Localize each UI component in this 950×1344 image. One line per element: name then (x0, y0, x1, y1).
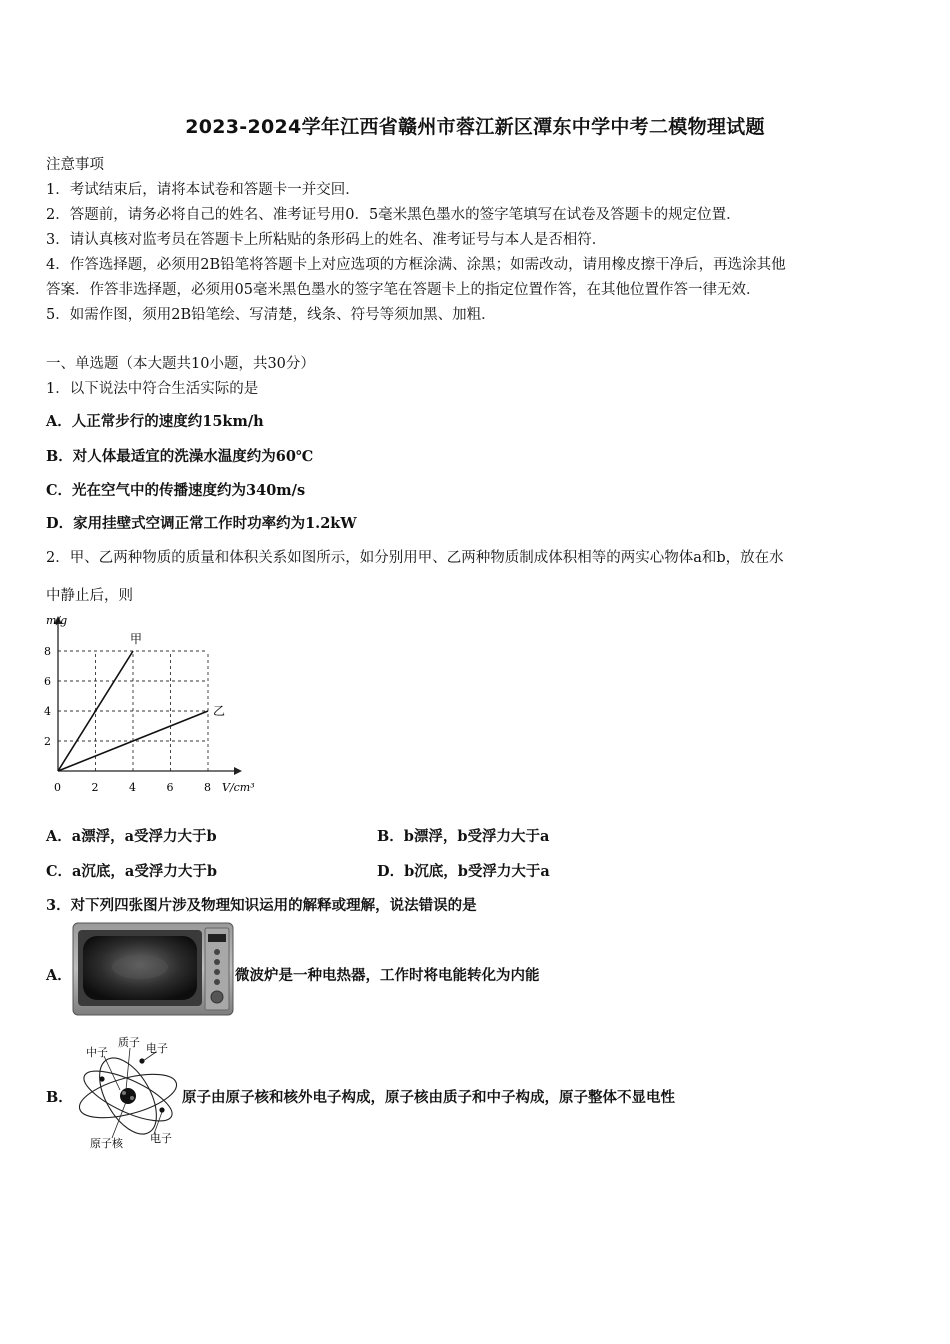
section-heading: 一、单选题（本大题共10小题，共30分） (46, 356, 315, 372)
mass-volume-chart (38, 610, 278, 800)
microwave-image (72, 922, 234, 1016)
electron-dot (99, 1076, 104, 1081)
electron-dot (139, 1058, 144, 1063)
chart-series (58, 632, 225, 771)
note-item: 2．答题前，请务必将自己的姓名、准考证号用0．5毫米黑色墨水的签字笔填写在试卷及答题卡的规定位置． (46, 207, 741, 223)
label-proton: 质子 (118, 1036, 140, 1049)
note-item: 1．考试结束后，请将本试卷和答题卡一并交回． (46, 182, 360, 198)
electron-dot (159, 1107, 164, 1112)
y-tick-label: 2 (44, 735, 51, 748)
x-tick-label: 6 (166, 781, 174, 794)
q1-option-d: D．家用挂壁式空调正常工作时功率约为1.2kW (46, 515, 357, 532)
label-electron-bottom: 电子 (150, 1132, 172, 1145)
x-tick-label: 2 (91, 781, 99, 794)
label-electron-top: 电子 (146, 1042, 168, 1055)
q1-option-a: A．人正常步行的速度约15km/h (46, 413, 264, 430)
q2-stem-line2: 中静止后，则 (46, 588, 133, 604)
series-label-1: 甲 (130, 632, 143, 646)
q2-stem-line1: 2．甲、乙两种物质的质量和体积关系如图所示，如分别用甲、乙两种物质制成体积相等的两实心物体a和b，放在水 (46, 550, 784, 566)
atom-diagram (72, 1034, 184, 1154)
series-label-2: 乙 (213, 704, 226, 718)
note-item: 4．作答选择题，必须用2B铅笔将答题卡上对应选项的方框涂满、涂黑；如需改动，请用橡皮擦干净后，再选涂其他 (46, 257, 786, 273)
nucleus (120, 1088, 136, 1104)
q2-option-d: D．b沉底，b受浮力大于a (377, 863, 550, 880)
q2-option-c: C．a沉底，a受浮力大于b (46, 863, 217, 880)
y-tick-label: 8 (44, 645, 51, 658)
exam-title: 2023-2024学年江西省赣州市蓉江新区潭东中学中考二模物理试题 (185, 116, 765, 138)
y-tick-label: 6 (44, 675, 51, 688)
note-item: 答案．作答非选择题，必须用05毫米黑色墨水的签字笔在答题卡上的指定位置作答，在其他位置作答一律无效． (46, 282, 761, 298)
y-tick-label: 4 (44, 705, 51, 718)
q1-option-c: C．光在空气中的传播速度约为340m/s (46, 482, 306, 499)
q3-stem: 3．对下列四张图片涉及物理知识运用的解释或理解，说法错误的是 (46, 897, 477, 914)
x-axis-label: V/cm³ (222, 781, 255, 794)
x-axis-arrow (234, 767, 242, 775)
x-tick-label: 8 (204, 781, 211, 794)
q3-option-a-label: A． (46, 967, 72, 984)
q2-option-b: B．b漂浮，b受浮力大于a (377, 828, 550, 845)
y-axis-label: m/g (46, 614, 68, 627)
q3-option-a-text: 微波炉是一种电热器，工作时将电能转化为内能 (235, 967, 540, 984)
q3-option-b-label: B． (46, 1089, 73, 1106)
q2-option-a: A．a漂浮，a受浮力大于b (46, 828, 217, 845)
label-neutron: 中子 (86, 1046, 108, 1059)
notes-heading: 注意事项 (46, 157, 104, 173)
q1-stem: 1．以下说法中符合生活实际的是 (46, 381, 259, 397)
note-item: 3．请认真核对监考员在答题卡上所粘贴的条形码上的姓名、准考证号与本人是否相符． (46, 232, 607, 248)
chart-grid (58, 651, 208, 771)
note-item: 5．如需作图，须用2B铅笔绘、写清楚，线条、符号等须加黑、加粗． (46, 307, 496, 323)
x-tick-label: 4 (129, 781, 136, 794)
q1-option-b: B．对人体最适宜的洗澡水温度约为60℃ (46, 448, 314, 465)
x-tick-label: 0 (54, 781, 61, 794)
label-nucleus: 原子核 (90, 1137, 123, 1150)
q3-option-b-text: 原子由原子核和核外电子构成，原子核由质子和中子构成，原子整体不显电性 (182, 1089, 675, 1106)
